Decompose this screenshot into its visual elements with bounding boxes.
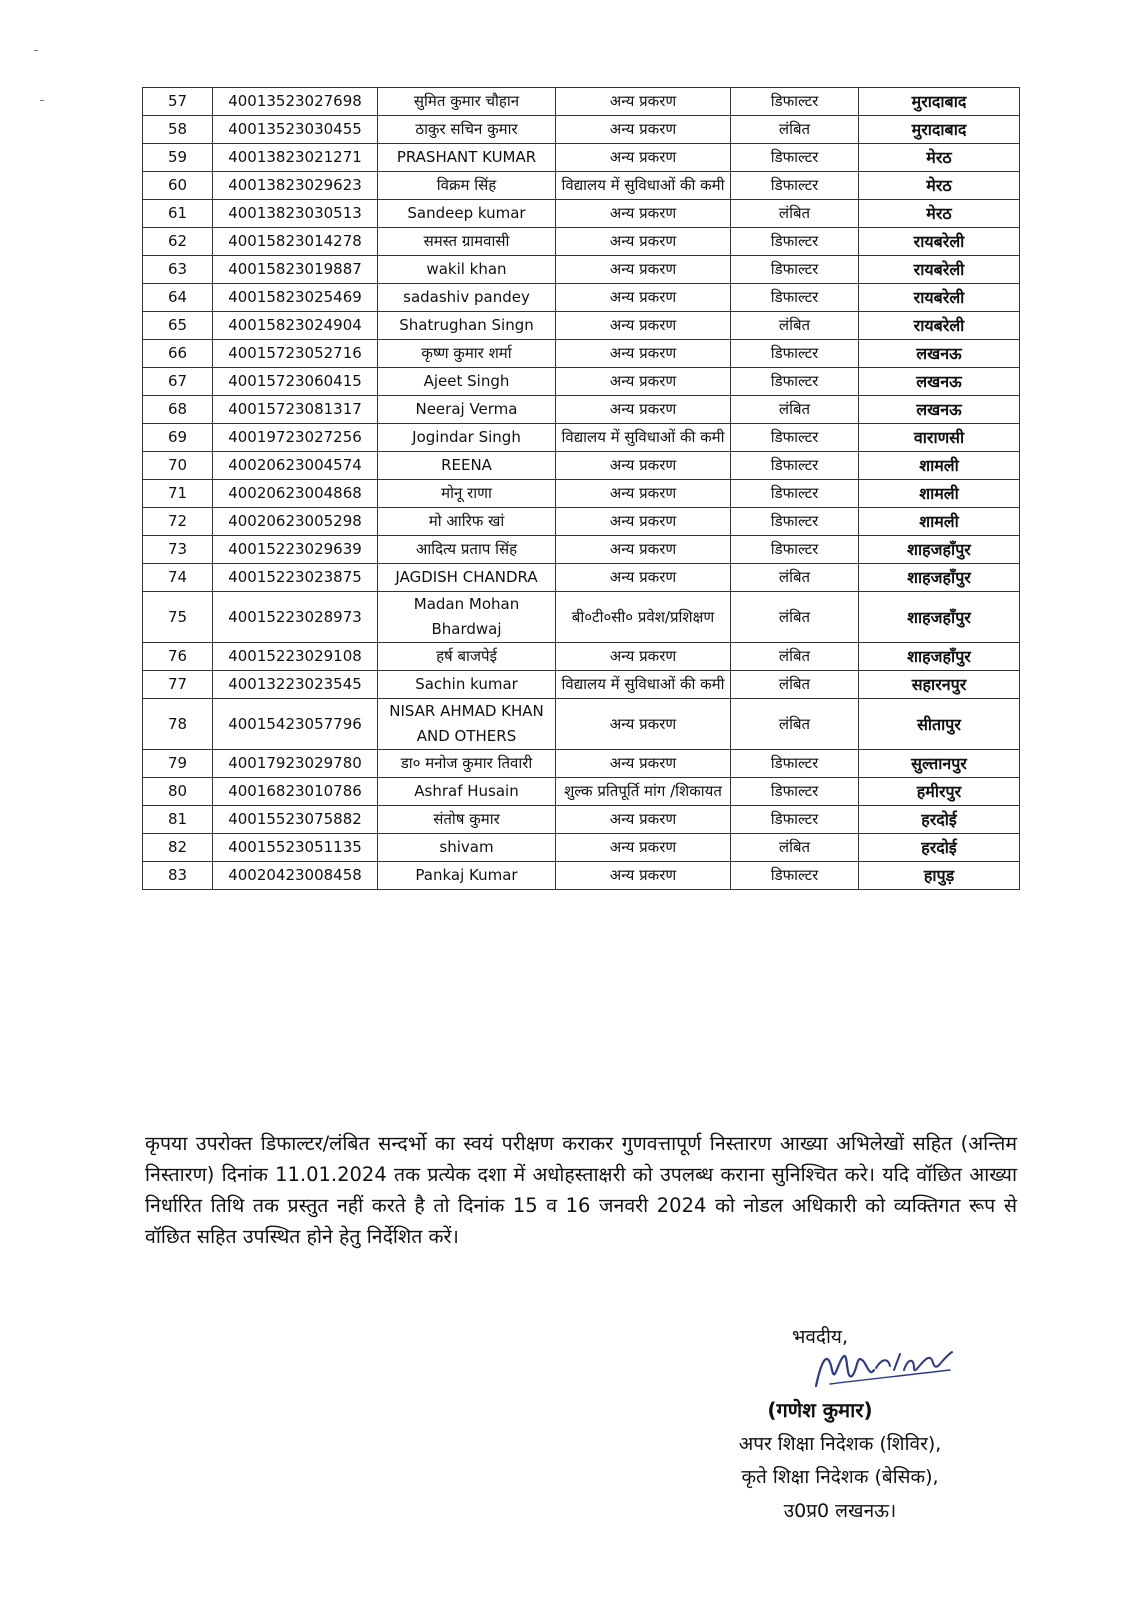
district-cell: लखनऊ [859,396,1020,424]
district-cell: हरदोई [859,834,1020,862]
complainant-name-cell: Ajeet Singh [378,368,556,396]
status-cell: डिफाल्टर [731,144,859,172]
serial-number-cell: 83 [143,862,213,890]
complainant-name-cell: REENA [378,452,556,480]
serial-number-cell: 63 [143,256,213,284]
district-cell: रायबरेली [859,312,1020,340]
table-row [143,508,1020,536]
reference-id-cell: 40015423057796 [213,699,378,750]
handwritten-signature [810,1340,960,1396]
status-cell: डिफाल्टर [731,536,859,564]
district-cell: शामली [859,480,1020,508]
serial-number-cell: 80 [143,778,213,806]
status-cell: लंबित [731,200,859,228]
complainant-name-cell: Jogindar Singh [378,424,556,452]
category-cell: विद्यालय में सुविधाओं की कमी [556,172,731,200]
status-cell: डिफाल्टर [731,778,859,806]
serial-number-cell: 59 [143,144,213,172]
status-cell: डिफाल्टर [731,256,859,284]
complainant-name-cell: Sachin kumar [378,671,556,699]
instruction-paragraph: कृपया उपरोक्त डिफाल्टर/लंबित सन्दर्भो का स्वयं परीक्षण कराकर गुणवत्तापूर्ण निस्तारण आख्या अभिलेखों सहित (अन्तिम निस्तारण) दिनांक 11.01.2024 तक प्रत्येक दशा में अधोहस्ताक्षरी को उपलब्ध कराना सुनिश्चित करे। यदि वॉछित आख्या निर्धारित तिथि तक प्रस्तुत नहीं करते है तो दिनांक 15 व 16 जनवरी 2024 को नोडल अधिकारी को व्यक्तिगत रूप से वॉछित सहित उपस्थित होने हेतु निर्देशित करें। [145,1132,1017,1248]
table-row [143,200,1020,228]
category-cell: अन्य प्रकरण [556,256,731,284]
district-cell: लखनऊ [859,340,1020,368]
status-cell: डिफाल्टर [731,368,859,396]
complainant-name-cell: आदित्य प्रताप सिंह [378,536,556,564]
reference-id-cell: 40015523075882 [213,806,378,834]
status-cell: डिफाल्टर [731,862,859,890]
district-cell: हरदोई [859,806,1020,834]
reference-id-cell: 40015723052716 [213,340,378,368]
status-cell: डिफाल्टर [731,806,859,834]
category-cell: अन्य प्रकरण [556,508,731,536]
district-cell: शाहजहाँपुर [859,592,1020,643]
table-body [143,88,1020,890]
table-row [143,536,1020,564]
table-row [143,806,1020,834]
category-cell: अन्य प्रकरण [556,750,731,778]
status-cell: लंबित [731,671,859,699]
district-cell: मुरादाबाद [859,88,1020,116]
serial-number-cell: 61 [143,200,213,228]
table-row [143,340,1020,368]
complainant-name-cell: Shatrughan Singn [378,312,556,340]
serial-number-cell: 72 [143,508,213,536]
status-cell: लंबित [731,116,859,144]
serial-number-cell: 65 [143,312,213,340]
serial-number-cell: 81 [143,806,213,834]
serial-number-cell: 82 [143,834,213,862]
serial-number-cell: 79 [143,750,213,778]
reference-id-cell: 40015823025469 [213,284,378,312]
district-cell: हापुड़ [859,862,1020,890]
complainant-name-cell: wakil khan [378,256,556,284]
district-cell: हमीरपुर [859,778,1020,806]
reference-id-cell: 40013823029623 [213,172,378,200]
reference-id-cell: 40020623005298 [213,508,378,536]
status-cell: डिफाल्टर [731,88,859,116]
serial-number-cell: 67 [143,368,213,396]
table-row [143,396,1020,424]
table-row [143,643,1020,671]
reference-id-cell: 40013523030455 [213,116,378,144]
district-cell: शाहजहाँपुर [859,564,1020,592]
district-cell: सहारनपुर [859,671,1020,699]
serial-number-cell: 62 [143,228,213,256]
reference-id-cell: 40013823021271 [213,144,378,172]
complainant-name-cell: डा० मनोज कुमार तिवारी [378,750,556,778]
serial-number-cell: 78 [143,699,213,750]
complainant-name-cell: संतोष कुमार [378,806,556,834]
serial-number-cell: 76 [143,643,213,671]
complaints-table [142,87,1020,890]
category-cell: अन्य प्रकरण [556,200,731,228]
complainant-name-cell: JAGDISH CHANDRA [378,564,556,592]
table-row [143,172,1020,200]
complainant-name-cell: मो आरिफ खां [378,508,556,536]
signatory-designation: अपर शिक्षा निदेशक (शिविर), [738,1433,942,1455]
status-cell: लंबित [731,643,859,671]
reference-id-cell: 40015823014278 [213,228,378,256]
reference-id-cell: 40017923029780 [213,750,378,778]
table-row [143,564,1020,592]
reference-id-cell: 40020623004868 [213,480,378,508]
serial-number-cell: 74 [143,564,213,592]
complainant-name-cell: PRASHANT KUMAR [378,144,556,172]
category-cell: अन्य प्रकरण [556,228,731,256]
table-row [143,424,1020,452]
category-cell: अन्य प्रकरण [556,340,731,368]
category-cell: अन्य प्रकरण [556,564,731,592]
reference-id-cell: 40015223029108 [213,643,378,671]
reference-id-cell: 40015723060415 [213,368,378,396]
complainant-name-cell: कृष्ण कुमार शर्मा [378,340,556,368]
complainant-name-cell: Pankaj Kumar [378,862,556,890]
status-cell: डिफाल्टर [731,452,859,480]
complainant-name-cell: NISAR AHMAD KHAN AND OTHERS [378,699,556,750]
complainant-name-cell: हर्ष बाजपेई [378,643,556,671]
district-cell: वाराणसी [859,424,1020,452]
complainant-name-cell: Neeraj Verma [378,396,556,424]
district-cell: सीतापुर [859,699,1020,750]
serial-number-cell: 70 [143,452,213,480]
status-cell: डिफाल्टर [731,750,859,778]
reference-id-cell: 40015223028973 [213,592,378,643]
category-cell: अन्य प्रकरण [556,806,731,834]
complainant-name-cell: विक्रम सिंह [378,172,556,200]
table-row [143,116,1020,144]
status-cell: लंबित [731,592,859,643]
table-row [143,284,1020,312]
reference-id-cell: 40019723027256 [213,424,378,452]
status-cell: लंबित [731,699,859,750]
complainant-name-cell: Sandeep kumar [378,200,556,228]
category-cell: अन्य प्रकरण [556,480,731,508]
reference-id-cell: 40020423008458 [213,862,378,890]
serial-number-cell: 66 [143,340,213,368]
reference-id-cell: 40015223029639 [213,536,378,564]
reference-id-cell: 40013823030513 [213,200,378,228]
complainant-name-cell: Madan Mohan Bhardwaj [378,592,556,643]
category-cell: शुल्क प्रतिपूर्ति मांग /शिकायत [556,778,731,806]
table-row [143,699,1020,750]
category-cell: विद्यालय में सुविधाओं की कमी [556,671,731,699]
table-row [143,480,1020,508]
table-row [143,592,1020,643]
serial-number-cell: 73 [143,536,213,564]
district-cell: मेरठ [859,144,1020,172]
table-row [143,452,1020,480]
category-cell: अन्य प्रकरण [556,699,731,750]
district-cell: शाहजहाँपुर [859,536,1020,564]
reference-id-cell: 40020623004574 [213,452,378,480]
table-row [143,312,1020,340]
complainant-name-cell: समस्त ग्रामवासी [378,228,556,256]
serial-number-cell: 68 [143,396,213,424]
district-cell: रायबरेली [859,256,1020,284]
district-cell: रायबरेली [859,228,1020,256]
status-cell: लंबित [731,564,859,592]
category-cell: अन्य प्रकरण [556,452,731,480]
category-cell: अन्य प्रकरण [556,312,731,340]
category-cell: अन्य प्रकरण [556,643,731,671]
district-cell: शाहजहाँपुर [859,643,1020,671]
complainant-name-cell: ठाकुर सचिन कुमार [378,116,556,144]
complainant-name-cell: sadashiv pandey [378,284,556,312]
district-cell: मेरठ [859,172,1020,200]
category-cell: अन्य प्रकरण [556,396,731,424]
status-cell: डिफाल्टर [731,508,859,536]
status-cell: डिफाल्टर [731,340,859,368]
district-cell: लखनऊ [859,368,1020,396]
district-cell: शामली [859,508,1020,536]
table-row [143,256,1020,284]
district-cell: मेरठ [859,200,1020,228]
scan-speck [34,50,38,51]
reference-id-cell: 40015723081317 [213,396,378,424]
signatory-on-behalf: कृते शिक्षा निदेशक (बेसिक), [741,1466,939,1488]
category-cell: अन्य प्रकरण [556,88,731,116]
status-cell: डिफाल्टर [731,172,859,200]
table-row [143,750,1020,778]
serial-number-cell: 77 [143,671,213,699]
category-cell: अन्य प्रकरण [556,834,731,862]
serial-number-cell: 69 [143,424,213,452]
district-cell: रायबरेली [859,284,1020,312]
table-row [143,862,1020,890]
reference-id-cell: 40015223023875 [213,564,378,592]
status-cell: लंबित [731,834,859,862]
category-cell: अन्य प्रकरण [556,862,731,890]
district-cell: शामली [859,452,1020,480]
category-cell: बी०टी०सी० प्रवेश/प्रशिक्षण [556,592,731,643]
status-cell: लंबित [731,396,859,424]
status-cell: डिफाल्टर [731,228,859,256]
signatory-name: (गणेश कुमार) [767,1398,873,1422]
category-cell: अन्य प्रकरण [556,368,731,396]
signatory-location: उ0प्र0 लखनऊ। [783,1500,897,1522]
complainant-name-cell: shivam [378,834,556,862]
category-cell: अन्य प्रकरण [556,116,731,144]
reference-id-cell: 40013223023545 [213,671,378,699]
district-cell: सुल्तानपुर [859,750,1020,778]
status-cell: डिफाल्टर [731,284,859,312]
table-row [143,368,1020,396]
reference-id-cell: 40013523027698 [213,88,378,116]
serial-number-cell: 75 [143,592,213,643]
table-row [143,834,1020,862]
category-cell: अन्य प्रकरण [556,144,731,172]
table-row [143,778,1020,806]
reference-id-cell: 40015823019887 [213,256,378,284]
serial-number-cell: 58 [143,116,213,144]
serial-number-cell: 60 [143,172,213,200]
complainant-name-cell: मोनू राणा [378,480,556,508]
table-row [143,228,1020,256]
scan-speck [40,100,44,101]
reference-id-cell: 40015823024904 [213,312,378,340]
table-row [143,88,1020,116]
reference-id-cell: 40015523051135 [213,834,378,862]
complainant-name-cell: सुमित कुमार चौहान [378,88,556,116]
table-row [143,671,1020,699]
reference-id-cell: 40016823010786 [213,778,378,806]
status-cell: डिफाल्टर [731,424,859,452]
category-cell: अन्य प्रकरण [556,536,731,564]
table-row [143,144,1020,172]
status-cell: लंबित [731,312,859,340]
closing-salutation: भवदीय, [792,1326,848,1348]
serial-number-cell: 57 [143,88,213,116]
complainant-name-cell: Ashraf Husain [378,778,556,806]
status-cell: डिफाल्टर [731,480,859,508]
serial-number-cell: 71 [143,480,213,508]
serial-number-cell: 64 [143,284,213,312]
category-cell: अन्य प्रकरण [556,284,731,312]
category-cell: विद्यालय में सुविधाओं की कमी [556,424,731,452]
district-cell: मुरादाबाद [859,116,1020,144]
